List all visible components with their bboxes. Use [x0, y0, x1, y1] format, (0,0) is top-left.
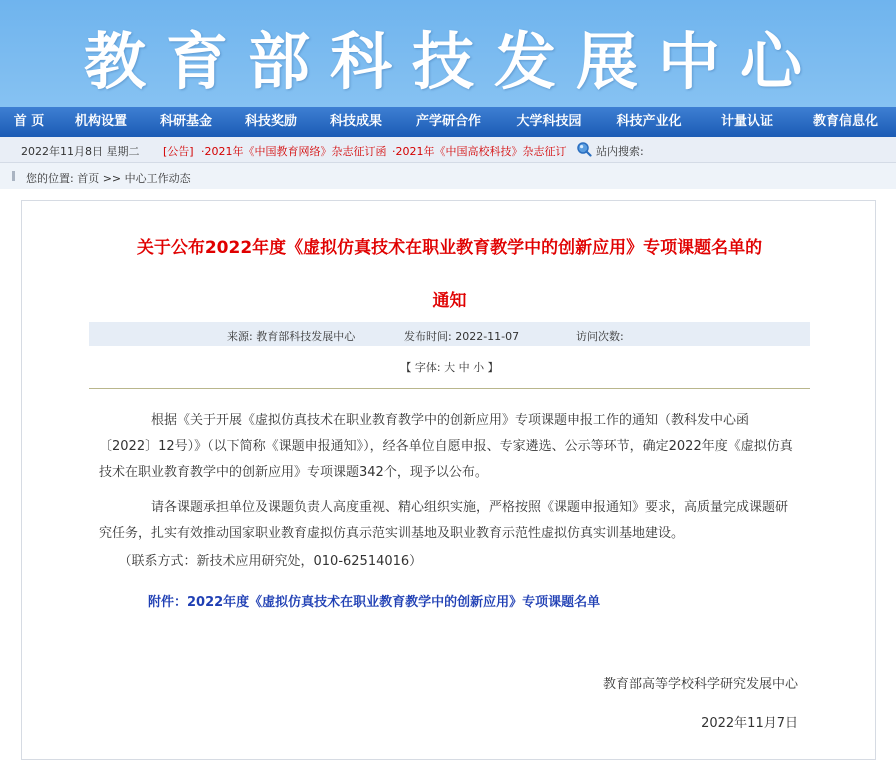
nav-item-4[interactable]: 科技成果 — [329, 114, 382, 129]
notice-link-1[interactable]: ·2021年《中国教育网络》杂志征订函 — [201, 145, 387, 158]
info-bar — [0, 137, 896, 163]
article-paragraph-3: （联系方式：新技术应用研究处，010-62514016） — [99, 554, 423, 569]
notice-tag: [公告] — [163, 145, 194, 158]
current-date: 2022年11月8日 星期二 — [21, 145, 140, 158]
nav-item-3[interactable]: 科技奖励 — [244, 114, 297, 129]
breadcrumb-marker — [12, 171, 15, 181]
nav-item-6[interactable]: 大学科技园 — [516, 114, 582, 129]
site-banner — [0, 0, 896, 107]
article-publish-time: 发布时间: 2022-11-07 — [404, 330, 520, 343]
main-nav — [0, 107, 896, 137]
article-visit-count: 访问次数: — [576, 330, 624, 343]
breadcrumb-text: 您的位置: 首页 >> 中心工作动态 — [26, 172, 191, 185]
article-signer: 教育部高等学校科学研究发展中心 — [602, 677, 798, 692]
nav-item-0[interactable]: 首 页 — [13, 114, 45, 129]
breadcrumb — [0, 163, 896, 189]
site-search-label: 站内搜索: — [596, 145, 644, 158]
nav-item-1[interactable]: 机构设置 — [74, 114, 127, 129]
nav-item-7[interactable]: 科技产业化 — [616, 114, 682, 129]
article-paragraph-2: 请各课题承担单位及课题负责人高度重视、精心组织实施，严格按照《课题申报通知》要求，高质量完成课题研究任务，扎实有效推动国家职业教育虚拟仿真示范实训基地及职业教育示范性虚拟仿真实训基地建设。 — [99, 500, 789, 541]
nav-item-2[interactable]: 科研基金 — [159, 114, 212, 129]
article-sign-date: 2022年11月7日 — [701, 716, 798, 731]
font-size-switcher[interactable]: 【 字体: 大 中 小 】 — [400, 361, 499, 374]
content-divider — [89, 388, 810, 389]
article-paragraph-1: 根据《关于开展《虚拟仿真技术在职业教育教学中的创新应用》专项课题申报工作的通知（教科发中心函〔2022〕12号）》（以下简称《课题申报通知》），经各单位自愿申报、专家遴选、公示等环节，确定2022年度《虚拟仿真技术在职业教育教学中的创新应用》专项课题342个，现予以公布。 — [99, 413, 793, 480]
search-icon[interactable] — [576, 141, 592, 157]
nav-item-5[interactable]: 产学研合作 — [415, 114, 481, 129]
article-title-line-1: 关于公布2022年度《虚拟仿真技术在职业教育教学中的创新应用》专项课题名单的 — [136, 238, 763, 258]
attachment-link[interactable]: 附件：2022年度《虚拟仿真技术在职业教育教学中的创新应用》专项课题名单 — [148, 595, 601, 610]
nav-item-8[interactable]: 计量认证 — [720, 114, 773, 129]
article-container — [21, 200, 876, 760]
article-meta-bar — [89, 322, 810, 346]
article-source: 来源: 教育部科技发展中心 — [227, 330, 356, 343]
site-title: 教育部科技发展中心 — [83, 25, 822, 98]
nav-item-9[interactable]: 教育信息化 — [812, 114, 878, 129]
notice-link-2[interactable]: ·2021年《中国高校科技》杂志征订 — [392, 145, 567, 158]
article-title-line-2: 通知 — [432, 291, 467, 311]
